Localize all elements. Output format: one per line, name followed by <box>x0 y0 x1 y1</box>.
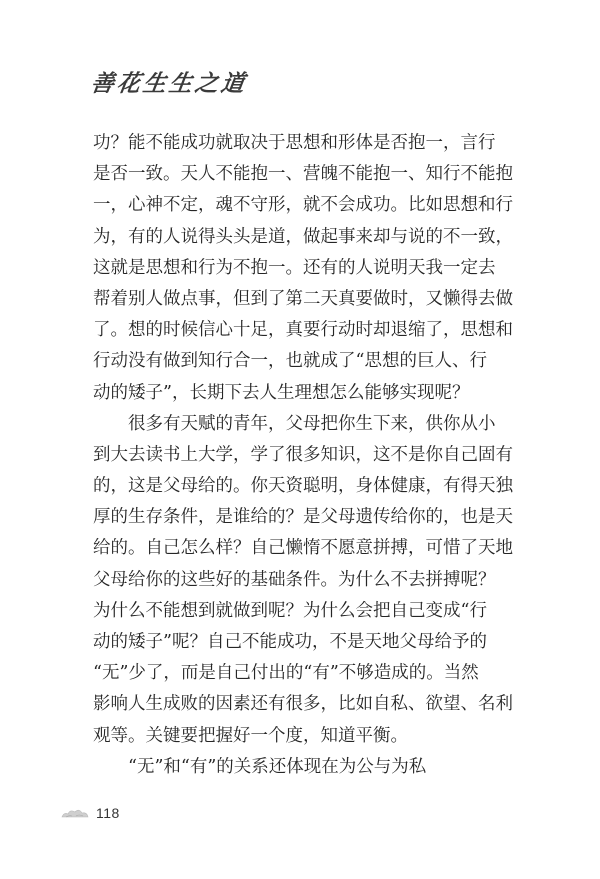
text-line: 影响人生成败的因素还有很多，比如自私、欲望、名利 <box>93 694 513 715</box>
text-line: 的，这是父母给的。你天资聪明，身体健康，有得天独 <box>93 476 513 497</box>
cloud-ornament-icon <box>60 806 90 820</box>
text-line: 一，心神不定，魂不守形，就不会成功。比如思想和行 <box>93 195 513 216</box>
body-text <box>93 128 513 783</box>
page-number: 118 <box>96 805 120 821</box>
text-line: 厚的生存条件，是谁给的？是父母遗传给你的，也是天 <box>93 507 513 528</box>
text-line: 很多有天赋的青年，父母把你生下来，供你从小 <box>93 413 496 434</box>
text-line: 到大去读书上大学，学了很多知识，这不是你自己固有 <box>93 444 513 465</box>
page-footer <box>60 802 120 824</box>
text-line: 给的。自己怎么样？自己懒惰不愿意拼搏，可惜了天地 <box>93 538 513 559</box>
text-line: 行动没有做到知行合一，也就成了“思想的巨人、行 <box>93 351 487 372</box>
text-line: 帮着别人做点事，但到了第二天真要做时，又懒得去做 <box>93 288 513 309</box>
text-line: 功？能不能成功就取决于思想和形体是否抱一，言行 <box>93 133 496 153</box>
text-line: 动的矮子”，长期下去人生理想怎么能够实现呢？ <box>93 382 470 403</box>
text-line: 是否一致。天人不能抱一、营魄不能抱一、知行不能抱 <box>93 164 513 185</box>
text-line: 动的矮子”呢？自己不能成功，不是天地父母给予的 <box>93 632 487 652</box>
text-line: 为，有的人说得头头是道，做起事来却与说的不一致， <box>93 226 513 247</box>
running-head-title: 善花生生之道 <box>89 70 249 97</box>
text-line: 了。想的时候信心十足，真要行动时却退缩了，思想和 <box>93 320 513 341</box>
text-line: 父母给你的这些好的基础条件。为什么不去拼搏呢？ <box>93 569 496 590</box>
text-line: 这就是思想和行为不抱一。还有的人说明天我一定去 <box>93 257 496 278</box>
text-line: “无”少了，而是自己付出的“有”不够造成的。当然 <box>93 663 479 684</box>
text-line: 为什么不能想到就做到呢？为什么会把自己变成“行 <box>93 600 487 621</box>
text-line: “无”和“有”的关系还体现在为公与为私 <box>93 756 427 777</box>
text-line: 观等。关键要把握好一个度，知道平衡。 <box>93 725 408 746</box>
